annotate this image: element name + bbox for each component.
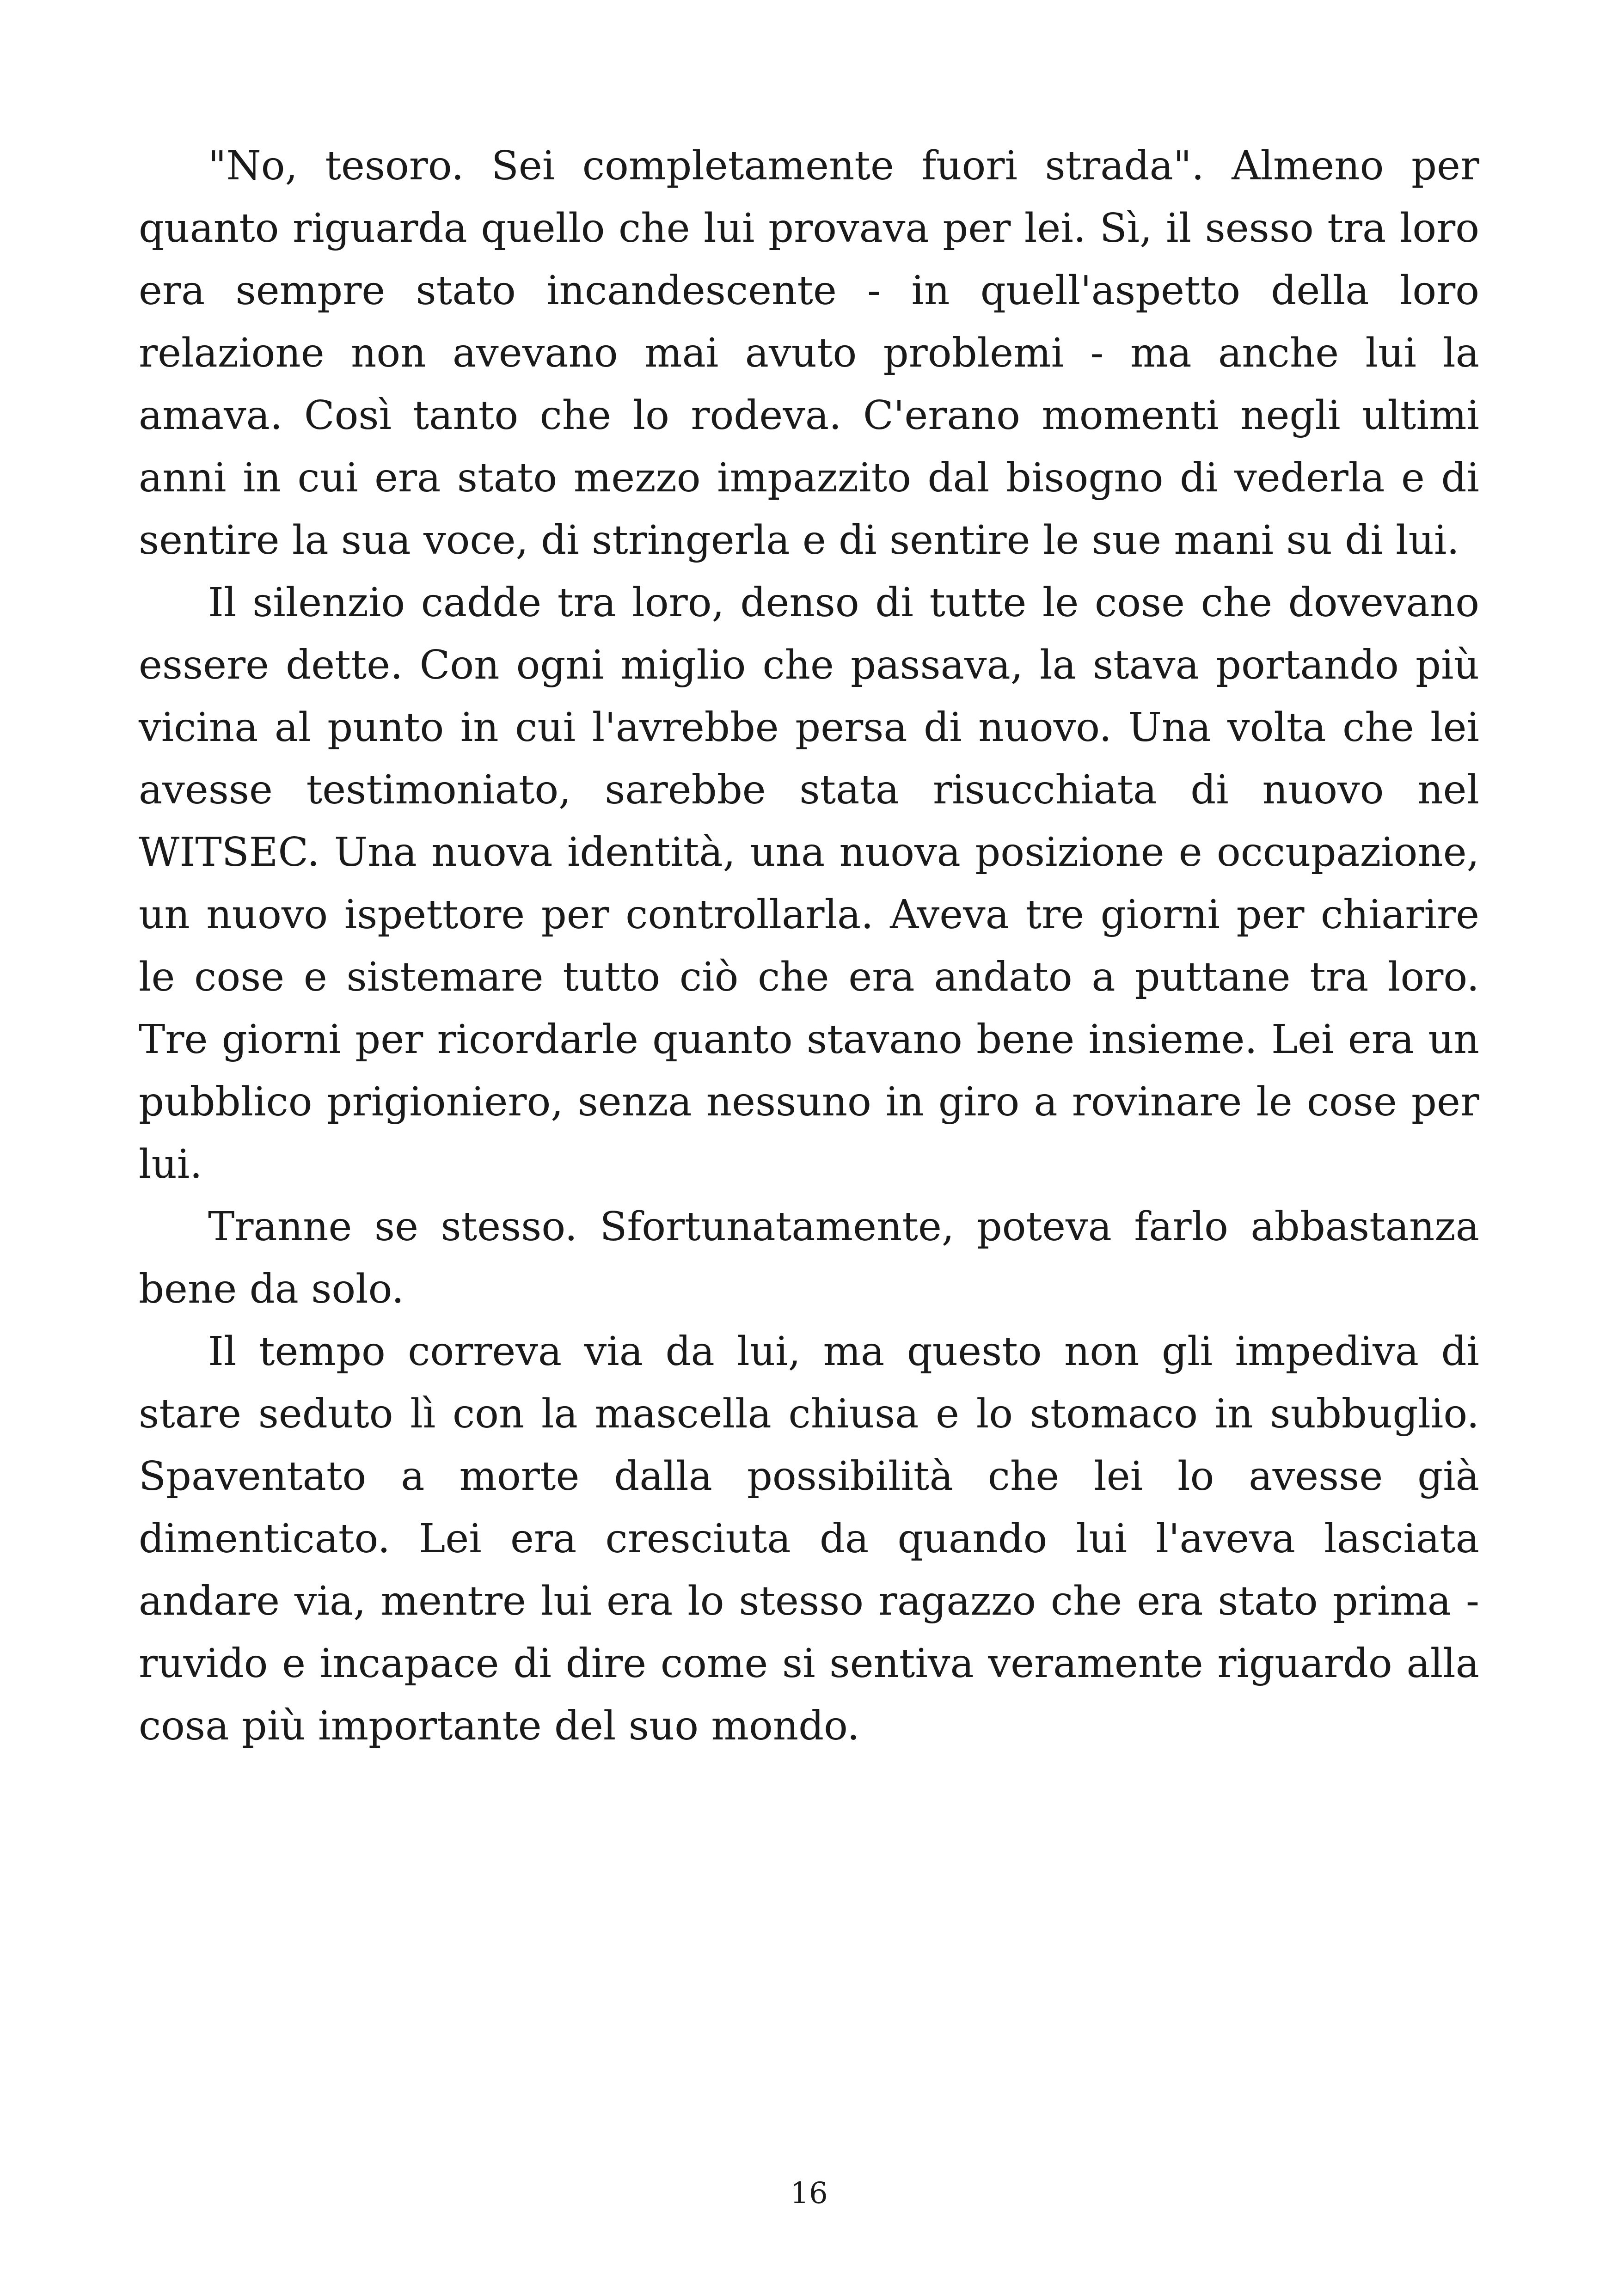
paragraph: Il silenzio cadde tra loro, denso di tutte le cose che dovevano essere dette. Con ogni miglio che passava, la stava portando più vicina al punto in cui l'avrebbe persa di nuovo. Una volta che lei avesse testimoniato, sarebbe stata risucchiata di nuovo nel WITSEC. Una nuova identità, una nuova posizione e occupazione, un nuovo ispettore per controllarla. Aveva tre giorni per chiarire le cose e sistemare tutto ciò che era andato a puttane tra loro. Tre giorni per ricordarle quanto stavano bene insieme. Lei era un pubblico prigioniero, senza nessuno in giro a rovinare le cose per lui. [139,580,1479,1188]
paragraph: Il tempo correva via da lui, ma questo non gli impediva di stare seduto lì con la mascella chiusa e lo stomaco in subbuglio. Spaventato a morte dalla possibilità che lei lo avesse già dimenticato. Lei era cresciuta da quando lui l'aveva lasciata andare via, mentre lui era lo stesso ragazzo che era stato prima - ruvido e incapace di dire come si sentiva veramente riguardo alla cosa più importante del suo mondo. [139,1329,1479,1749]
body-text [139,135,1479,1757]
paragraph: Tranne se stesso. Sfortunatamente, poteva farlo abbastanza bene da solo. [139,1204,1479,1312]
page-number: 16 [790,2176,828,2210]
paragraph: "No, tesoro. Sei completamente fuori strada". Almeno per quanto riguarda quello che lui provava per lei. Sì, il sesso tra loro era sempre stato incandescente - in quell'aspetto della loro relazione non avevano mai avuto problemi - ma anche lui la amava. Così tanto che lo rodeva. C'erano momenti negli ultimi anni in cui era stato mezzo impazzito dal bisogno di vederla e di sentire la sua voce, di stringerla e di sentire le sue mani su di lui. [139,143,1479,563]
